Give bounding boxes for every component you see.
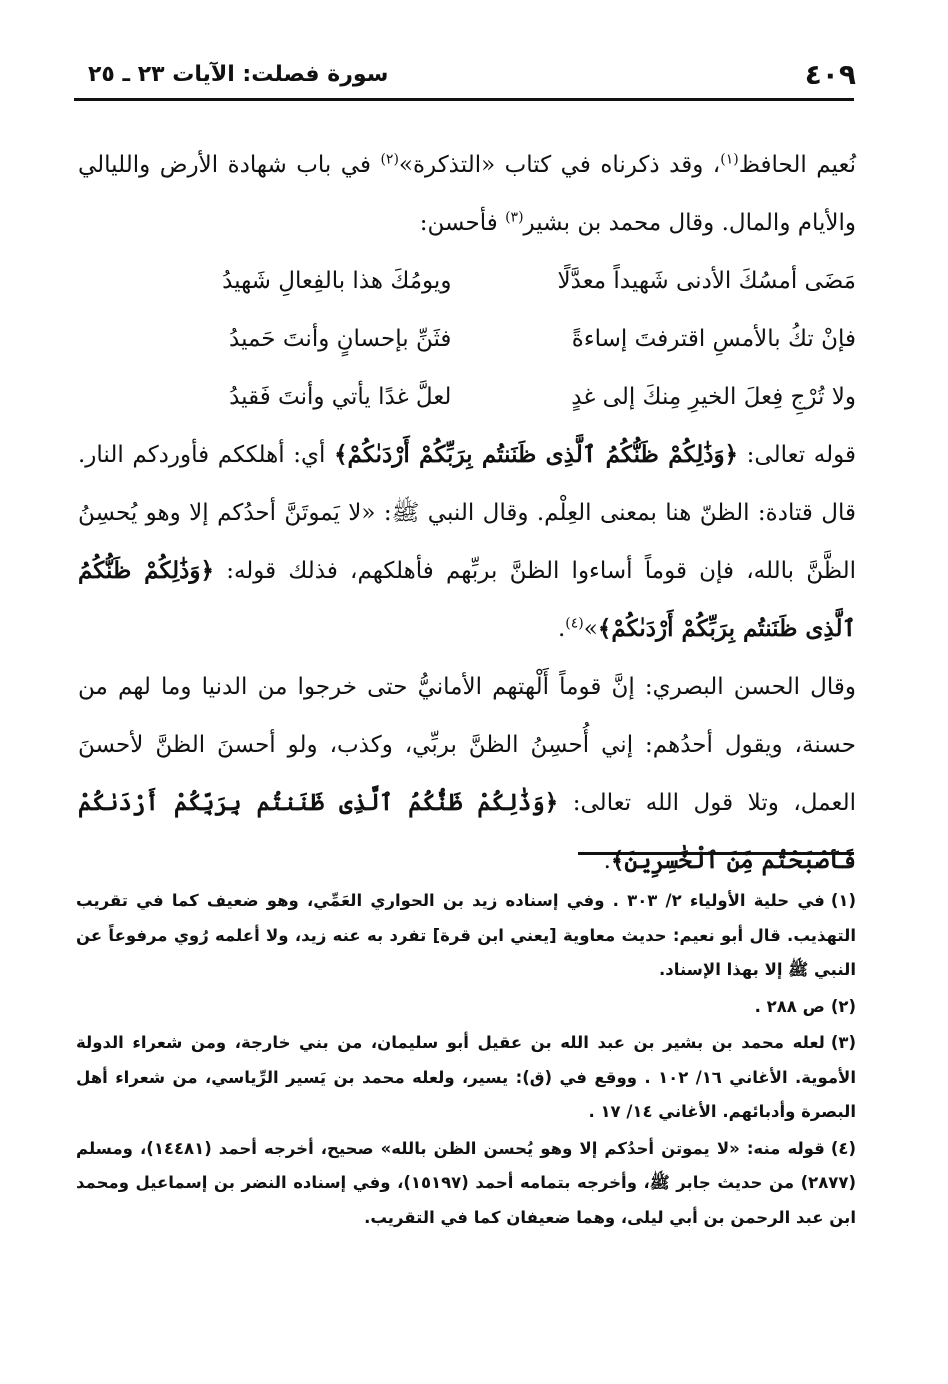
main-text (78, 136, 856, 890)
quran-quote: ﴿وَذَٰلِكُمْ ظَنُّكُمُ ٱلَّذِى ظَنَنتُم بِرَبِّكُمْ أَرْدَىٰكُمْ﴾ (78, 557, 856, 642)
footnote-3 (76, 1026, 856, 1130)
running-header (72, 56, 856, 100)
poem-verse (78, 310, 856, 368)
paragraph-3 (78, 658, 856, 890)
footnote-ref-4[interactable]: (٤) (565, 615, 584, 632)
verse-first-hemistich: مَضَى أمسُكَ الأدنى شَهيداً معدَّلًا (557, 268, 856, 294)
verse-second-hemistich: لعلَّ غدًا يأتي وأنتَ فَقيدُ (229, 384, 452, 410)
text-run: وقال الحسن البصري: إنَّ قوماً أَلْهتهم الأمانيُّ حتى خرجوا من الدنيا وما لهم من حسنة، ويقول أحدُهم: إني أُحسِنُ الظنَّ بربِّي، وكذب، ولو أحسنَ الظنَّ لأحسنَ العمل، وتلا قول الله تعالى: (78, 674, 856, 816)
footnote-number: (١) (830, 891, 856, 910)
poem-verse (78, 368, 856, 426)
verse-second-hemistich: فثَنِّ بإحسانٍ وأنتَ حَميدُ (229, 326, 452, 352)
footnote-text: ص ٢٨٨ . (754, 996, 825, 1016)
header-rule (74, 98, 854, 101)
poem-verse (78, 252, 856, 310)
footnote-number: (٢) (830, 996, 856, 1016)
footnote-text: في حلية الأولياء ٢/ ٣٠٣ . وفي إسناده زيد بن الحواري العَمِّي، وهو ضعيف كما في تقريب التهذيب. قال أبو نعيم: حديث معاوية [يعني ابن قرة] تفرد به عنه زيد، ولا أعلمه رُوي مرفوعاً عن النبي ﷺ إلا بهذا الإسناد. (76, 891, 856, 979)
paragraph-1 (78, 136, 856, 252)
text-run: قوله تعالى: (738, 442, 856, 468)
footnote-number: (٣) (830, 1033, 856, 1052)
text-run: » (583, 616, 598, 642)
text-run: نُعيم الحافظ (738, 152, 856, 178)
verse-first-hemistich: فإنْ تكُ بالأمسِ اقترفتَ إساءةً (571, 326, 856, 352)
text-run: فأحسن: (419, 210, 506, 236)
text-run: . (603, 848, 611, 874)
footnotes (76, 884, 856, 1237)
footnote-4 (76, 1132, 856, 1236)
footnote-separator (578, 852, 854, 855)
poem (78, 252, 856, 426)
quran-quote: ﴿وَذَٰلِكُمْ ظَنُّكُمُ ٱلَّذِى ظَنَنتُم بِرَبِّكُمْ أَرْدَىٰكُمْ﴾ (334, 441, 739, 468)
footnote-number: (٤) (830, 1138, 856, 1158)
footnote-text: لعله محمد بن بشير بن عبد الله بن عقيل أبو سليمان، من بني خارجة، ومن شعراء الدولة الأموية. الأغاني ١٦/ ١٠٢ . ووقع في (ق): يسير، ولعله محمد بن يَسير الرِّياسي، من شعراء أهل البصرة وأدبائهم. الأغاني ١٤/ ١٧ . (76, 1033, 856, 1121)
footnote-1 (76, 884, 856, 988)
text-run: في باب شهادة الأرض والليالي والأيام والمال. وقال محمد بن بشير (78, 152, 856, 236)
footnote-text: قوله منه: «لا يموتن أحدُكم إلا وهو يُحسن الظن بالله» صحيح، أخرجه أحمد (١٤٤٨١)، ومسلم (٢٨٧٧) من حديث جابر ﷺ، وأخرجه بتمامه أحمد (١٥١٩٧)، وفي إسناده النضر بن إسماعيل ومحمد ابن عبد الرحمن بن أبي ليلى، وهما ضعيفان كما في التقريب. (76, 1138, 856, 1227)
text-run: ، وقد ذكرناه في كتاب «التذكرة» (398, 152, 721, 178)
paragraph-2 (78, 426, 856, 658)
footnote-ref-2[interactable]: (٢) (380, 151, 399, 168)
running-title: سورة فصلت: الآيات ٢٣ ـ ٢٥ (88, 62, 389, 87)
footnote-ref-1[interactable]: (١) (720, 151, 739, 168)
verse-second-hemistich: ويومُكَ هذا بالفِعالِ شَهيدُ (222, 268, 452, 294)
quran-quote: ﴿وَذَٰلِكُمْ ظَنُّكُمُ ٱلَّذِى ظَنَنتُم بِرَبِّكُمْ أَرْدَىٰكُمْ فَأَصْبَحْتُم مِّنَ ٱلْخَٰسِرِينَ﴾ (78, 789, 856, 874)
verse-first-hemistich: ولا تُرْجِ فِعلَ الخيرِ مِنكَ إلى غدٍ (571, 384, 856, 410)
text-run: أي: أهلككم فأوردكم النار. قال قتادة: الظنّ هنا بمعنى العِلْم. وقال النبي ﷺ: «لا يَموتَنَّ أحدُكم إلا وهو يُحسِنُ الظَّنَّ بالله، فإن قوماً أساءوا الظنَّ بربِّهم فأهلكهم، فذلك قوله: (78, 442, 856, 584)
footnote-2 (76, 990, 856, 1025)
text-run: . (557, 616, 566, 642)
footnote-ref-3[interactable]: (٣) (505, 209, 524, 226)
page-number: ٤٠٩ (804, 58, 856, 91)
